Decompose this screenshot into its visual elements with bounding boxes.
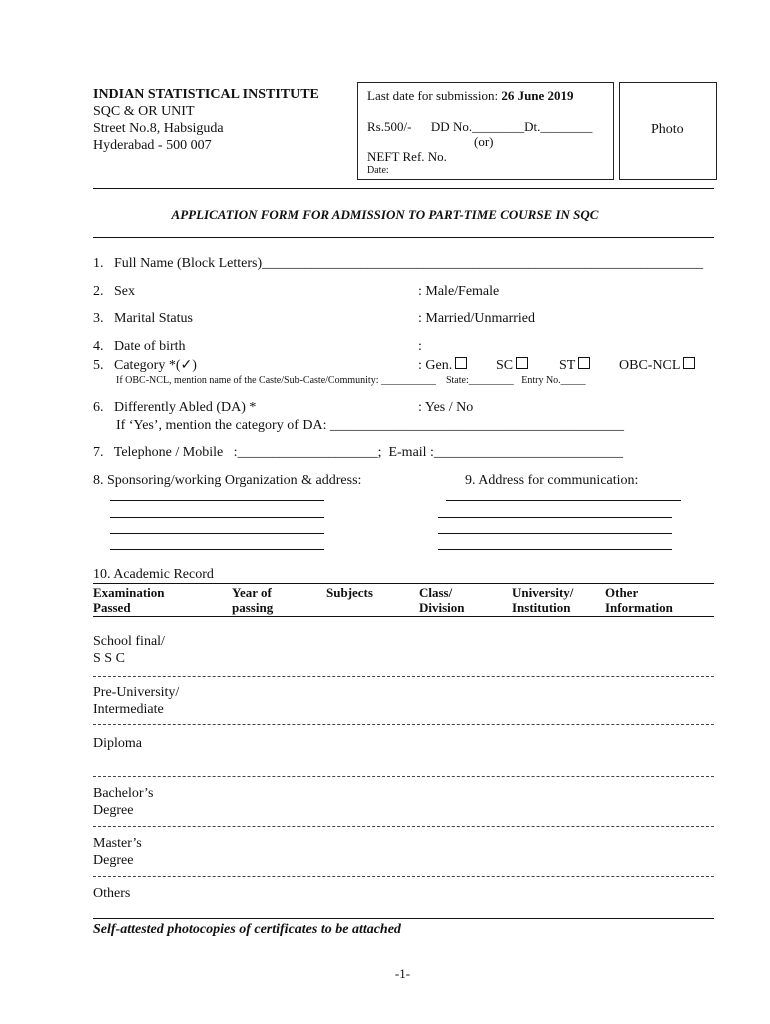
dob-label: 4. Date of birth: [93, 339, 186, 354]
da-label: 6. Differently Abled (DA) *: [93, 400, 257, 415]
comm-line-4[interactable]: [438, 549, 672, 550]
row-diploma: Diploma: [93, 736, 142, 751]
header-other: Other Information: [605, 585, 673, 615]
sex-label: 2. Sex: [93, 284, 135, 299]
marital-status-label: 3. Marital Status: [93, 311, 193, 326]
academic-header-rule: [93, 616, 714, 617]
da-category-field[interactable]: If ‘Yes’, mention the category of DA: __________________________________________: [116, 418, 624, 433]
comm-line-1[interactable]: [446, 500, 681, 501]
sponsor-line-4[interactable]: [110, 549, 324, 550]
obc-note: If OBC-NCL, mention name of the Caste/Sub-Caste/Community: ___________ State:_________ Entry No._____: [116, 375, 586, 386]
row-separator: [93, 876, 714, 877]
academic-top-rule: [93, 583, 714, 584]
academic-title: 10. Academic Record: [93, 567, 214, 582]
row-separator: [93, 724, 714, 725]
header-university: University/ Institution: [512, 585, 574, 615]
sponsor-line-3[interactable]: [110, 533, 324, 534]
obc-checkbox[interactable]: [683, 357, 695, 369]
fee-line: Rs.500/- DD No.________Dt.________: [367, 119, 593, 134]
sponsor-line-1[interactable]: [110, 500, 324, 501]
photo-label: Photo: [651, 122, 684, 137]
comm-line-2[interactable]: [438, 517, 672, 518]
category-gen-label: : Gen.: [418, 358, 453, 373]
footer-note: Self-attested photocopies of certificates to be attached: [93, 922, 401, 937]
submission-box: [357, 82, 614, 180]
last-date-value: 26 June 2019: [501, 88, 574, 103]
row-masters: Master’s Degree: [93, 836, 142, 868]
header-year: Year of passing: [232, 585, 274, 615]
da-options[interactable]: : Yes / No: [418, 400, 474, 415]
contact-field[interactable]: 7. Telephone / Mobile :____________________; E-mail :___________________________: [93, 445, 623, 460]
row-separator: [93, 676, 714, 677]
category-sc-label: SC: [496, 358, 514, 373]
row-separator: [93, 776, 714, 777]
sex-options[interactable]: : Male/Female: [418, 284, 500, 299]
row-separator: [93, 826, 714, 827]
row-bachelors: Bachelor’s Degree: [93, 786, 154, 818]
last-date-line: [367, 88, 574, 104]
header-class: Class/ Division: [419, 585, 465, 615]
category-st: [559, 357, 590, 374]
last-date-label: Last date for submission:: [367, 88, 502, 103]
category-gen: [418, 357, 467, 374]
photo-box: [619, 82, 717, 180]
comm-address-label: 9. Address for communication:: [465, 473, 639, 488]
page-number: -1-: [394, 966, 411, 981]
category-label: 5. Category *(✓): [93, 358, 197, 373]
marital-status-options[interactable]: : Married/Unmarried: [418, 311, 536, 326]
sc-checkbox[interactable]: [516, 357, 528, 369]
row-others: Others: [93, 886, 131, 901]
neft-ref: NEFT Ref. No.: [367, 149, 447, 164]
category-st-label: ST: [559, 358, 576, 373]
or-text: (or): [474, 134, 494, 149]
header-examination: Examination Passed: [93, 585, 165, 615]
institute-name: INDIAN STATISTICAL INSTITUTE: [93, 87, 319, 102]
header-subjects: Subjects: [326, 585, 373, 600]
form-title: APPLICATION FORM FOR ADMISSION TO PART-TIME COURSE IN SQC: [171, 207, 599, 222]
comm-line-3[interactable]: [438, 533, 672, 534]
row-pre-university: Pre-University/ Intermediate: [93, 685, 180, 717]
sponsor-label: 8. Sponsoring/working Organization & address:: [93, 473, 362, 488]
sponsor-line-2[interactable]: [110, 517, 324, 518]
title-divider: [93, 237, 714, 238]
unit-name: SQC & OR UNIT: [93, 104, 195, 119]
category-obc-label: OBC-NCL: [619, 358, 681, 373]
category-obc: [619, 357, 695, 374]
full-name-field[interactable]: 1. Full Name (Block Letters)_______________________________________________________________: [93, 256, 704, 271]
city-address: Hyderabad - 500 007: [93, 138, 212, 153]
gen-checkbox[interactable]: [455, 357, 467, 369]
academic-bottom-rule: [93, 918, 714, 919]
submission-date: Date:: [367, 165, 389, 176]
st-checkbox[interactable]: [578, 357, 590, 369]
category-sc: [496, 357, 528, 374]
dob-field[interactable]: :: [418, 339, 422, 354]
row-school-final: School final/ S S C: [93, 634, 165, 666]
header-divider: [93, 188, 714, 189]
street-address: Street No.8, Habsiguda: [93, 121, 224, 136]
